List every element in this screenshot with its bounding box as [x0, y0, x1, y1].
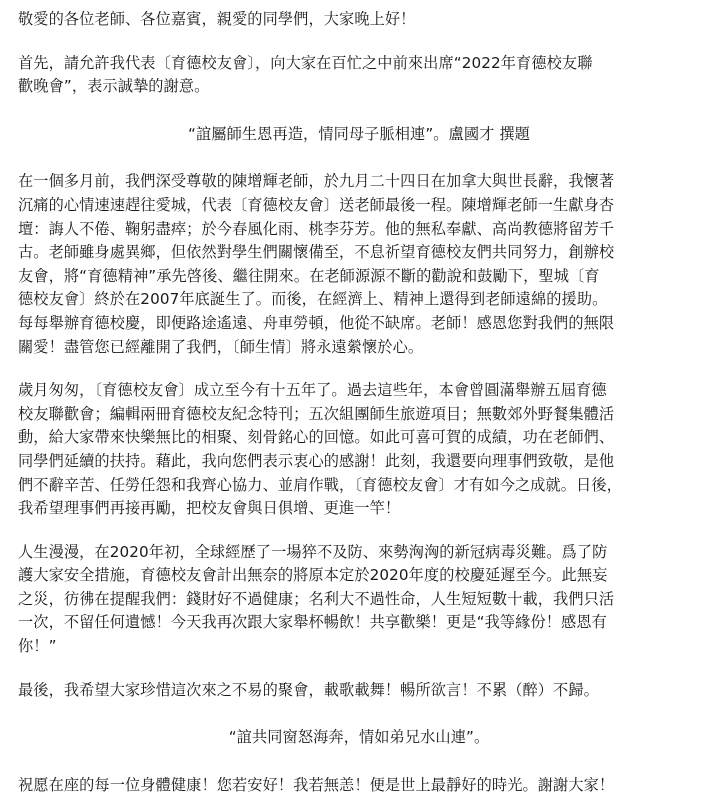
text-line: 壇：誨人不倦、鞠躬盡瘁；於今春風化雨、桃李芬芳。他的無私奉獻、高尚教德將留芳千 [18, 219, 615, 238]
text-line: “誼共同窗怒海奔，情如弟兄水山連”。 [228, 728, 490, 747]
text-line: 每每舉辦育德校慶，即便路途遙遠、舟車勞頓，他從不缺席。老師！感恩您對我們的無限 [18, 313, 615, 332]
text-line: “誼屬師生恩再造，情同母子脈相連”。盧國才 撰題 [188, 124, 530, 143]
text-line: 歡晚會”，表示誠摯的謝意。 [18, 77, 210, 96]
text-line: 敬愛的各位老師、各位嘉賓，親愛的同學們，大家晚上好！ [18, 10, 416, 28]
text-line: 校友聯歡會；編輯兩冊育德校友紀念特刊；五次組團師生旅遊項目；無數郊外野餐集體活 [18, 404, 615, 423]
teacher-paragraph [18, 170, 700, 359]
closing-paragraph [18, 774, 700, 798]
years-paragraph [18, 379, 700, 521]
quote-heading-2 [18, 726, 700, 750]
pandemic-paragraph [18, 541, 700, 659]
text-line: 沉痛的心情速速趕往愛城，代表〔育德校友會〕送老師最後一程。陳增輝老師一生獻身杏 [18, 195, 615, 214]
text-line: 德校友會〕終於在2007年底誕生了。而後，在經濟上、精神上還得到老師遠綿的援助。 [18, 290, 608, 309]
intro-paragraph [18, 52, 700, 99]
text-line: 首先，請允許我代表〔育德校友會〕，向大家在百忙之中前來出席“2022年育德校友聯 [18, 53, 593, 72]
text-line: 在一個多月前，我們深受尊敬的陳增輝老師，於九月二十四日在加拿大與世長辭，我懷著 [18, 172, 615, 191]
text-line: 同學們延續的扶持。藉此，我向您們表示衷心的感謝！此刻，我還要向理事們致敬，是他 [18, 451, 615, 470]
text-line: 一次，不留任何遺憾！今天我再次跟大家舉杯暢飲！共享歡樂！更是“我等緣份！感恩有 [18, 613, 607, 632]
text-line: 之災，彷彿在提醒我們：錢財好不過健康；名利大不過性命，人生短短數十載，我們只活 [18, 589, 615, 608]
text-line: 歲月匆匆，〔育德校友會〕成立至今有十五年了。過去這些年，本會曾圓滿舉辦五屆育德 [18, 381, 607, 400]
text-line: 我希望理事們再接再勵，把校友會與日俱增、更進一竿！ [18, 499, 401, 518]
text-line: 你！” [18, 637, 57, 656]
quote-heading-1 [18, 123, 700, 147]
text-line: 古。老師雖身處異鄉，但依然對學生們關懷備至，不息祈望育德校友們共同努力，創辦校 [18, 243, 615, 262]
finally-paragraph [18, 679, 700, 703]
speech-document [18, 8, 700, 797]
text-line: 友會，將“育德精神”承先啓後、繼往開來。在老師源源不斷的勸說和鼓勵下，聖城〔育 [18, 266, 600, 285]
text-line: 關愛！盡管您已經離開了我們，〔師生情〕將永遠縈懷於心。 [18, 337, 424, 356]
text-line: 人生漫漫，在2020年初，全球經歷了一場猝不及防、來勢洶洶的新冠病毒災難。爲了防 [18, 542, 608, 561]
text-line: 動，給大家帶來快樂無比的相聚、刻骨銘心的回憶。如此可喜可賀的成績，功在老師們、 [18, 428, 615, 447]
text-line: 最後，我希望大家珍惜這次來之不易的聚會，載歌載舞！暢所欲言！不累（醉）不歸。 [18, 680, 599, 699]
text-line: 們不辭辛苦、任勞任怨和我齊心協力、並肩作戰，〔育德校友會〕才有如今之成就。日後， [18, 475, 622, 494]
text-line: 祝愿在座的每一位身體健康！您若安好！我若無恙！便是世上最靜好的時光。謝謝大家！ [18, 775, 615, 794]
text-line: 護大家安全措施，育德校友會計出無奈的將原本定於2020年度的校慶延遲至今。此無妄 [18, 566, 608, 585]
greeting-paragraph [18, 8, 700, 32]
